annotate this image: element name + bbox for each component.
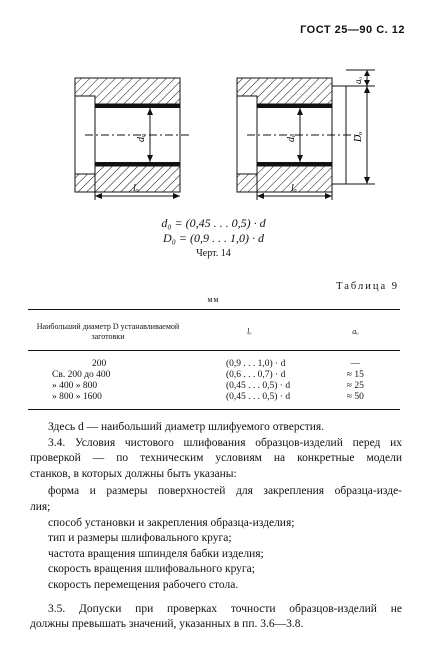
formula-D0: D₀ = (0,9 . . . 1,0) · d [163,231,264,245]
cell-l: (0,45 . . . 0,5) · d [188,392,311,410]
cell-a: — [350,359,361,369]
list-item: скорость перемещения рабочего стола. [48,578,239,591]
dimension-d-label-right: dₒ [286,134,297,142]
table-9 [28,309,400,410]
cell-a: ≈ 25 [346,381,364,391]
cell-l: (0,9 . . . 1,0) · d [225,359,286,369]
table-row [28,370,400,381]
table-header-row [28,310,400,351]
table-row [28,351,400,371]
list-item: лия; [30,500,51,513]
cell-diameter: Св. 200 до 400 [52,370,111,380]
clause-3-4-line-1: 3.4. Условия чистового шлифования образцов-изделий перед их [48,436,402,449]
list-item: частота вращения шпинделя бабки изделия; [48,547,264,560]
dimension-l-label: lₒ [133,183,139,194]
list-item: способ установки и закрепления образца-изделия; [48,516,295,529]
table-unit: мм [207,295,220,304]
cell-diameter: » 400 » 800 [52,381,98,391]
cell-l: (0,45 . . . 0,5) · d [225,381,291,391]
cell-a: ≈ 50 [311,392,400,410]
list-item: скорость вращения шлифовального круга; [48,563,255,576]
clause-3-5-line-2: должны превышать значений, указанных в пп. 3.6—3.8. [30,618,304,631]
list-item: тип и размеры шлифовального круга; [48,532,232,545]
table-title: Таблица 9 [336,281,399,292]
cell-diameter: » 800 » 1600 [28,392,188,410]
body-text [30,420,402,633]
figure-caption: Черт. 14 [196,248,231,259]
section-drawing [55,62,395,202]
cell-diameter: 200 [92,359,107,369]
note-text: Здесь d — наибольший диаметр шлифуемого отверстия. [48,421,325,433]
dimension-D-label: Dₒ [353,131,364,142]
page-header: ГОСТ 25—90 С. 12 [300,24,405,36]
cell-l: (0,6 . . . 0,7) · d [225,370,286,380]
table-row [28,392,400,410]
right-section [237,70,375,200]
clause-3-5-line-1: 3.5. Допуски при проверках точности образцов-изделий не [48,602,402,615]
cell-a: ≈ 15 [346,370,364,380]
dimension-a-label: aₒ [353,76,363,84]
clause-3-4-line-3: станков, в которых должны быть указаны: [30,467,237,480]
formula-d0: d₀ = (0,45 . . . 0,5) · d [161,216,266,230]
table-row [28,381,400,392]
dimension-d-label: dₒ [136,134,147,142]
column-header-a: aₒ [311,310,400,351]
left-section [75,78,190,200]
clause-3-4-line-2: проверкой — по техническим условиям на конкретные модели [30,452,402,465]
dimension-l-label-right: lₒ [291,183,297,194]
column-header-diameter: Наибольший диаметр D устанавливаемой заготовки [28,310,188,351]
column-header-l: lₒ [188,310,311,351]
list-item: форма и размеры поверхностей для закрепления образца-изде- [48,485,402,498]
